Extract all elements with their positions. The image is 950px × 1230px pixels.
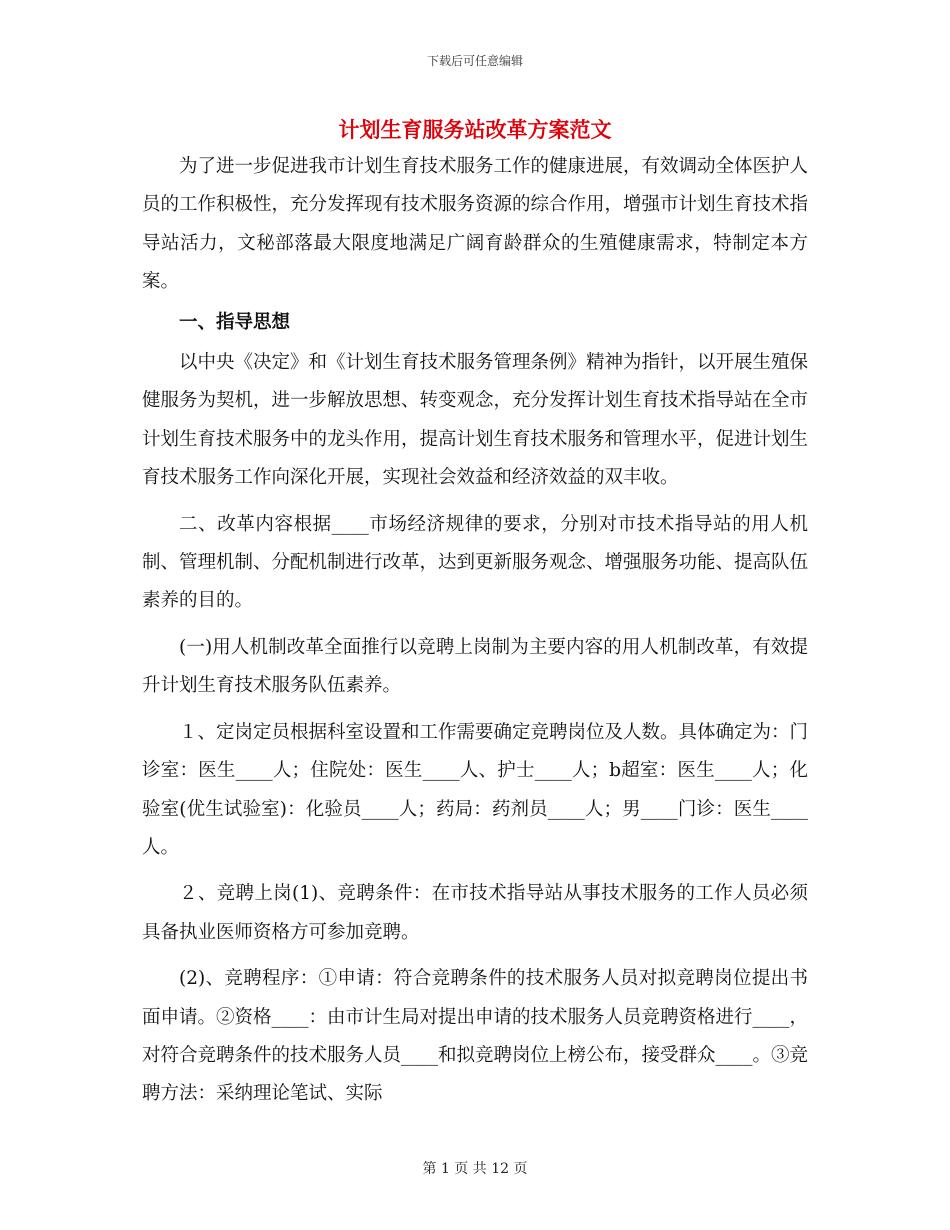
- document-title: 计划生育服务站改革方案范文: [338, 117, 612, 142]
- page-number: 第 1 页 共 12 页: [422, 1161, 528, 1177]
- page-header-note: 下载后可任意编辑: [426, 54, 523, 68]
- paragraph-hiring-procedure: (2)、竞聘程序：①申请：符合竞聘条件的技术服务人员对拟竞聘岗位提出书面申请。②资格____：由市计生局对提出申请的技术服务人员竞聘资格进行____，对符合竞聘条件的技术服务人员____和拟竞聘岗位上榜公布，接受群众____。③竞聘方法：采纳理论笔试、实际: [142, 968, 809, 1105]
- paragraph-reform-content: 二、改革内容根据____市场经济规律的要求，分别对市技术指导站的用人机制、管理机制、分配机制进行改革，达到更新服务观念、增强服务功能、提高队伍素养的目的。: [142, 513, 809, 612]
- section-heading-guiding-ideology: 一、指导思想: [179, 311, 291, 333]
- paragraph-employment-mechanism: (一)用人机制改革全面推行以竞聘上岗制为主要内容的用人机制改革，有效提升计划生育技术服务队伍素养。: [142, 636, 808, 697]
- paragraph-intro: 为了进一步促进我市计划生育技术服务工作的健康进展，有效调动全体医护人员的工作积极性，充分发挥现有技术服务资源的综合作用，增强市计划生育技术指导站活力，文秘部落最大限度地满足广阔育龄群众的生殖健康需求，特制定本方案。: [142, 156, 809, 293]
- paragraph-staffing: １、定岗定员根据科室设置和工作需要确定竞聘岗位及人数。具体确定为：门诊室：医生____人；住院处：医生____人、护士____人；b超室：医生____人；化验室(优生试验室)：化验员____人；药局：药剂员____人；男____门诊：医生____人。: [142, 721, 809, 858]
- document-body: [142, 148, 808, 1114]
- paragraph-guiding-ideology: 以中央《决定》和《计划生育技术服务管理条例》精神为指针，以开展生殖保健服务为契机，进一步解放思想、转变观念，充分发挥计划生育技术指导站在全市计划生育技术服务中的龙头作用，提高计划生育技术服务和管理水平，促进计划生育技术服务工作向深化开展，实现社会效益和经济效益的双丰收。: [142, 352, 809, 489]
- paragraph-competitive-hiring: ２、竞聘上岗(1)、竞聘条件：在市技术指导站从事技术服务的工作人员必须具备执业医师资格方可参加竞聘。: [142, 883, 808, 943]
